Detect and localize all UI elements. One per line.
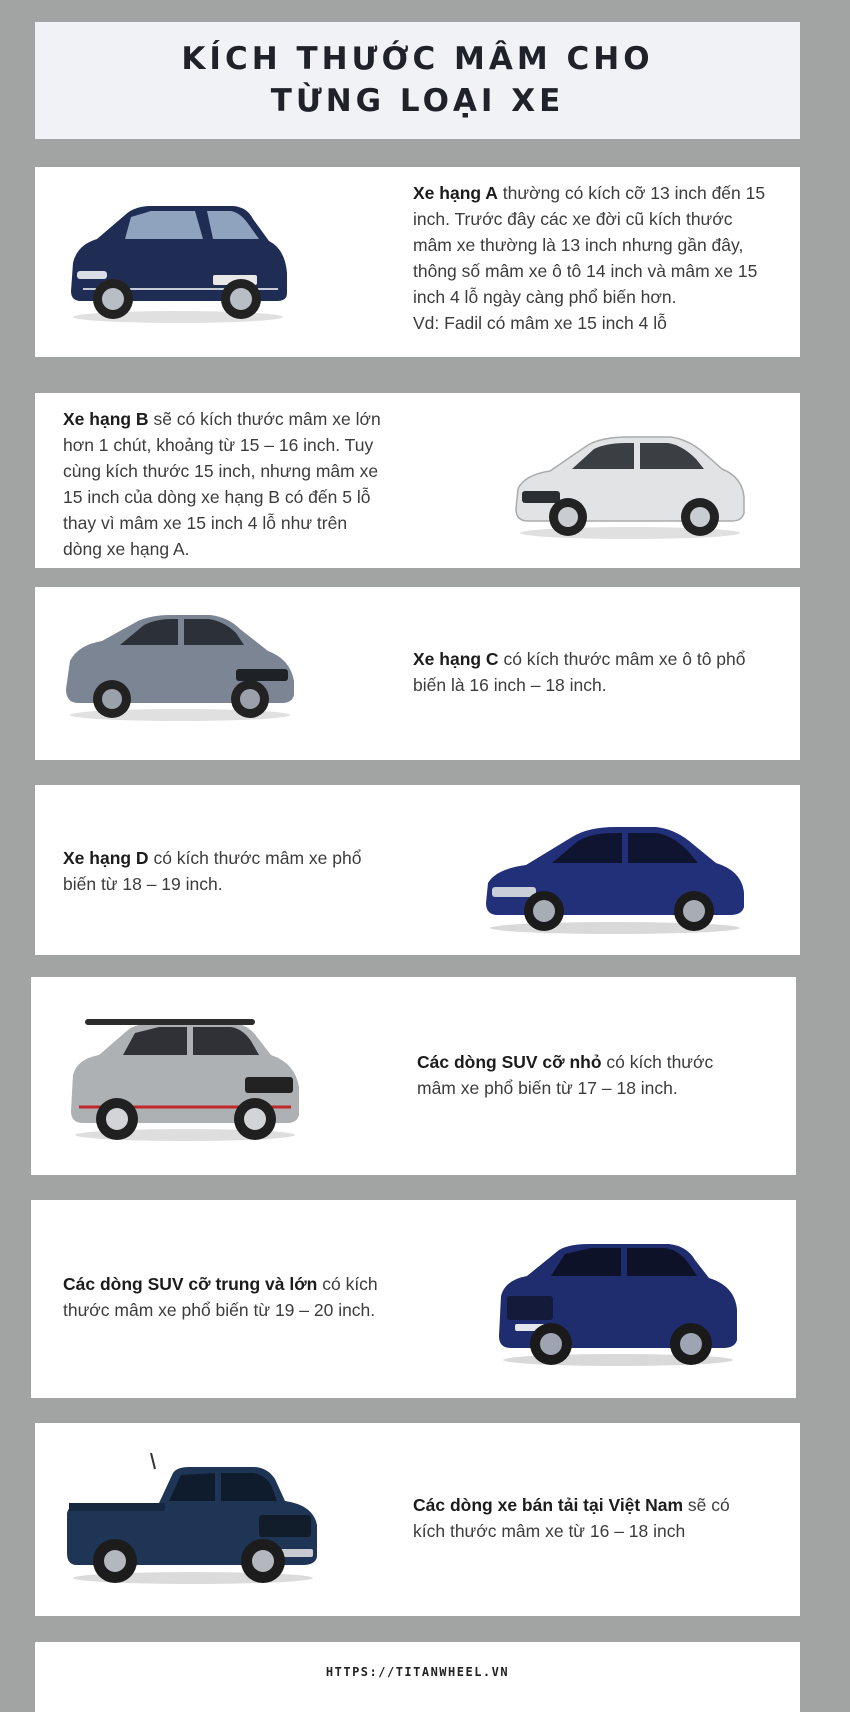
card-text-segment-a [413,180,775,336]
segment-label: Các dòng xe bán tải tại Việt Nam [413,1495,684,1515]
segment-description: sẽ có kích thước mâm xe từ 16 – 18 inch [413,1495,730,1541]
suv-car-icon [493,1238,743,1370]
segment-description: có kích thước mâm xe ô tô phổ biến là 16 inch – 18 inch. [413,649,746,695]
title-banner [35,22,800,139]
card-segment-a [35,167,800,357]
card-segment-d [35,785,800,955]
segment-label: Xe hạng C [413,649,499,669]
card-segment-c [35,587,800,760]
card-small-suv [31,977,796,1175]
card-text-pickup-truck [413,1492,753,1544]
pickup-truck-icon [63,1453,323,1588]
card-mid-large-suv [31,1200,796,1398]
sedan-car-icon [480,813,750,938]
card-paragraph [63,406,388,562]
card-text-segment-c [413,646,748,698]
segment-example-note: Vd: Fadil có mâm xe 15 inch 4 lỗ [413,313,667,333]
card-paragraph [63,1271,408,1323]
segment-description: có kích thước mâm xe phổ biến từ 17 – 18 inch. [417,1052,714,1098]
segment-label: Các dòng SUV cỡ nhỏ [417,1052,602,1072]
footer-bar [35,1642,800,1712]
segment-description: sẽ có kích thước mâm xe lớn hơn 1 chút, khoảng từ 15 – 16 inch. Tuy cùng kích thước 15 inch, nhưng mâm xe 15 inch của dòng xe hạng B có đến 5 lỗ thay vì mâm xe 15 inch 4 lỗ như trên dòng xe hạng A. [63,409,381,559]
page-title-line-1: KÍCH THƯỚC MÂM CHO [181,40,654,77]
card-paragraph [63,845,383,897]
segment-label: Xe hạng D [63,848,149,868]
card-text-mid-large-suv [63,1271,408,1323]
card-segment-b [35,393,800,568]
card-text-segment-d [63,845,383,897]
segment-description: thường có kích cỡ 13 inch đến 15 inch. Trước đây các xe đời cũ kích thước mâm xe thường là 13 inch nhưng gần đây, thông số mâm xe ô tô 14 inch và mâm xe 15 inch 4 lỗ ngày càng phổ biến hơn. [413,183,766,307]
hatchback-car-icon [63,193,293,328]
card-pickup-truck [35,1423,800,1616]
card-text-segment-b [63,406,388,562]
card-paragraph [413,180,775,310]
hatchback-car-icon [60,605,300,725]
segment-description: có kích thước mâm xe phổ biến từ 19 – 20 inch. [63,1274,378,1320]
card-paragraph [413,646,748,698]
card-paragraph [417,1049,747,1101]
page-title-line-2: TỪNG LOẠI XE [270,82,565,119]
segment-description: có kích thước mâm xe phổ biến từ 18 – 19 inch. [63,848,362,894]
website-url: HTTPS://TITANWHEEL.VN [325,1665,510,1679]
suv-car-icon [65,1015,305,1145]
card-text-small-suv [417,1049,747,1101]
card-paragraph [413,1492,753,1544]
segment-label: Xe hạng A [413,183,498,203]
sedan-car-icon [510,423,750,543]
segment-label: Xe hạng B [63,409,149,429]
segment-label: Các dòng SUV cỡ trung và lớn [63,1274,318,1294]
